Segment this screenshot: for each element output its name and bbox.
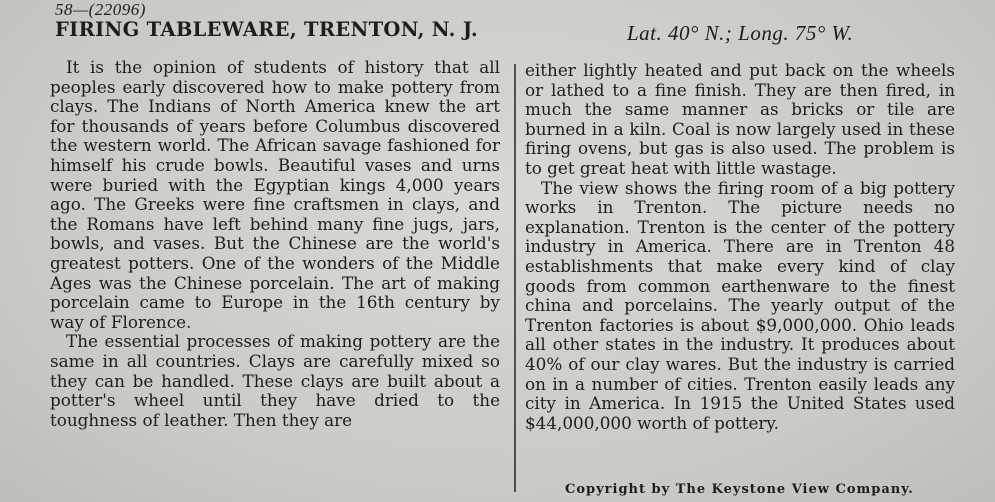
page-title: FIRING TABLEWARE, TRENTON, N. J. — [55, 18, 478, 41]
paragraph: The essential processes of making pottery are the same in all countries. Clays are carefully mixed so they can be handled. These clays are built about a potter's wheel until they have dried to the toughness of leather. Then they are — [50, 331, 500, 430]
paragraph: The view shows the firing room of a big pottery works in Trenton. The picture needs no explanation. Trenton is the center of the pottery industry in America. There are in Trenton 48 establishments that make every kind of clay goods from common earthenware to the finest china and porcelains. The yearly output of the Trenton factories is about $9,000,000. Ohio leads all other states in the industry. It produces about 40% of our clay wares. But the industry is carried on in a number of cities. Trenton easily leads any city in America. In 1915 the United States used $44,000,000 worth of pottery. — [525, 177, 955, 433]
paragraph: either lightly heated and put back on the wheels or lathed to a fine finish. They are then fired, in much the same manner as bricks or tile are burned in a kiln. Coal is now largely used in these firing ovens, but gas is also used. The problem is to get great heat with little wastage. — [525, 60, 955, 178]
copyright-notice: Copyright by The Keystone View Company. — [565, 482, 914, 497]
paragraph: It is the opinion of students of history that all peoples early discovered how to make pottery from clays. The Indians of North America knew the art for thousands of years before Columbus discovered the western world. The African savage fashioned for himself his crude bowls. Beautiful vases and urns were buried with the Egyptian kings 4,000 years ago. The Greeks were fine craftsmen in clays, and the Romans have left behind many fine jugs, jars, bowls, and vases. But the Chinese are the world's greatest potters. One of the wonders of the Middle Ages was the Chinese porcelain. The art of making porcelain came to Europe in the 16th century by way of Florence. — [50, 57, 500, 332]
column-divider — [514, 64, 516, 492]
coordinates: Lat. 40° N.; Long. 75° W. — [627, 21, 854, 45]
left-column — [50, 58, 500, 430]
header — [55, 0, 525, 42]
catalog-number: 58—(22096) — [55, 0, 146, 19]
right-column — [525, 61, 955, 433]
